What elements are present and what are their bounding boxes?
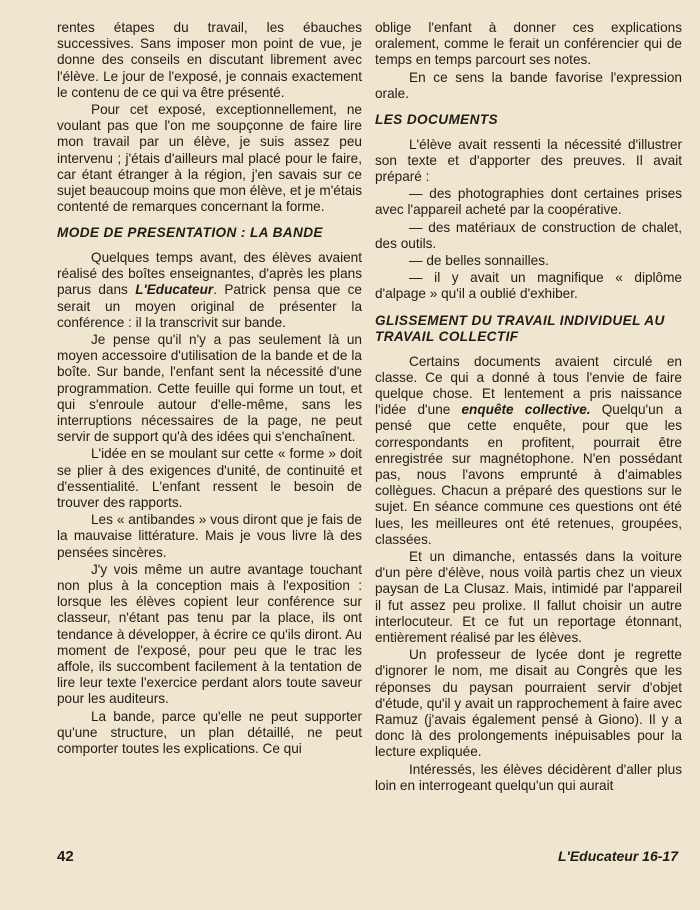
text-run: Quelques temps avant, des élèves avaient réalisé des boîtes enseignantes, d'après les plans parus dans (57, 249, 362, 298)
paragraph (375, 354, 682, 548)
paragraph: oblige l'enfant à donner ces explications oralement, comme le ferait un conférencier qui de temps en temps parcourt ses notes. (375, 20, 682, 68)
paragraph: rentes étapes du travail, les ébauches successives. Sans imposer mon point de vue, je donne des conseils en discutant librement avec l'élève. Le jour de l'exposé, je connais exactement le contenu de ce qui va être présenté. (57, 20, 362, 100)
section-heading: MODE DE PRESENTATION : LA BANDE (57, 225, 323, 241)
paragraph: Un professeur de lycée dont je regrette d'ignorer le nom, me disait au Congrès que les réponses du paysan pourraient servir d'objet d'étude, qu'il y avait un rapprochement à faire avec Ramuz (j'avais également pensé à Giono). Il y a donc là des prolongements inépuisables pour la lecture expliquée. (375, 647, 682, 760)
journal-footer: L'Educateur 16-17 (557, 848, 678, 864)
paragraph: Intéressés, les élèves décidèrent d'aller plus loin en interrogeant quelqu'un qui aurait (375, 761, 682, 793)
paragraph: Je pense qu'il n'y a pas seulement là un moyen accessoire d'utilisation de la bande et de la boîte. Sur bande, l'enfant sent la nécessité d'une programmation. Cette feuille qui forme un tout, et qui s'enroule autour d'elle-même, sans les interruptions nécessaires de la page, ne peut servir de support qu'à des idées qui s'enchaînent. (57, 331, 362, 445)
list-item: — il y avait un magnifique « diplôme d'alpage » qu'il a oublié d'exhiber. (375, 270, 682, 302)
paragraph: J'y vois même un autre avantage touchant non plus à la conception mais à l'exposition : lorsque les élèves copient leur conférence sur classeur, n'étant pas tenu par la place, ils ont tendance à développer, à écrire ce qu'ils diront. Au moment de l'exposé, pour peu que le trac les affole, ils succombent facilement à la tentation de lire leur texte l'exercice perdant alors toute saveur pour les auditeurs. (57, 561, 362, 707)
journal-title-emphasis: L'Educateur (135, 282, 214, 298)
paragraph: En ce sens la bande favorise l'expression orale. (375, 69, 682, 101)
section-heading: LES DOCUMENTS (375, 112, 499, 128)
paragraph: Et un dimanche, entassés dans la voiture d'un père d'élève, nous voilà partis chez un vieux paysan de La Clusaz. Mais, intimidé par l'appareil il fut assez peu prolixe. Il fallut choisir un autre interlocuteur. Et ce fut un reportage étonnant, entièrement réalisé par les élèves. (375, 548, 682, 645)
left-column (57, 20, 362, 758)
section-heading: GLISSEMENT DU TRAVAIL INDIVIDUEL AU TRAVAIL COLLECTIF (375, 312, 665, 345)
paragraph: L'élève avait ressenti la nécessité d'illustrer son texte et d'apporter des preuves. Il avait préparé : (375, 136, 682, 184)
text-run: Certains documents avaient circulé en classe. Ce qui a donné à tous l'envie de faire quelque chose. Et lentement a pris naissance l'idée d'une (375, 353, 682, 418)
list-item: — des photographies dont certaines prises avec l'appareil acheté par la coopérative. (375, 186, 682, 218)
paragraph: Les « antibandes » vous diront que je fais de la mauvaise littérature. Mais je vous livre là des pensées sincères. (57, 512, 362, 560)
list-item: — des matériaux de construction de chalet, des outils. (375, 219, 682, 251)
paragraph (57, 250, 362, 331)
text-run: . Patrick pensa que ce serait un moyen original de présenter la conférence : il la transcrivit sur bande. (57, 282, 362, 330)
paragraph: L'idée en se moulant sur cette « forme » doit se plier à des exigences d'unité, de continuité et d'essentialité. L'enfant ressent le besoin de trouver des rapports. (57, 446, 362, 510)
paragraph: Pour cet exposé, exceptionnellement, ne voulant pas que l'on me soupçonne de faire lire mon travail par un élève, je suis assez peu intervenu ; j'étais d'ailleurs mal placé pour le faire, car étant étranger à la région, j'en savais sur ce sujet beaucoup moins que mon élève, et je m'étais contenté de remarques concernant la forme. (57, 102, 362, 215)
emphasis: enquête collective. (461, 402, 591, 418)
page-number: 42 (57, 848, 74, 865)
right-column (375, 20, 682, 795)
text-run: Quelqu'un a pensé que cette enquête, pour que les correspondants en profitent, pourrait être enregistrée sur magnétophone. N'en possédant pas, nous l'avons emprunté à d'aimables collègues. Chacun a préparé des questions sur le sujet. En séance commune ces questions ont été lues, les meilleures ont été retenues, groupées, classées. (375, 402, 682, 547)
list-item: — de belles sonnailles. (409, 252, 549, 268)
paragraph: La bande, parce qu'elle ne peut supporter qu'une structure, un plan détaillé, ne peut comporter toutes les explications. Ce qui (57, 708, 362, 757)
